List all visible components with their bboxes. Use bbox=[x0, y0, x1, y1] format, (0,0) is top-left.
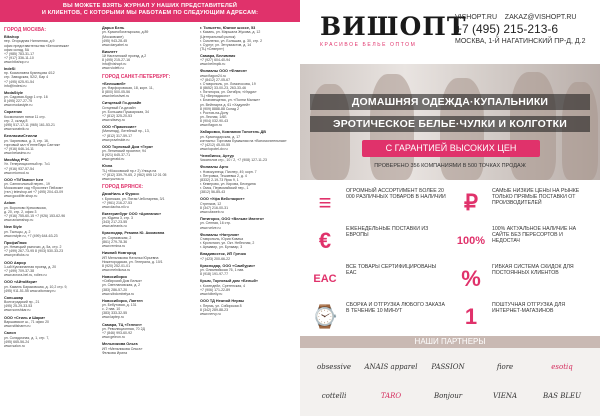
distributor-entry bbox=[4, 201, 98, 222]
distributor-details: г. Пермь, ул. Сибирская 8 8 (342) 289-88-23 www.nervy.ru bbox=[200, 303, 242, 316]
header-line-2: И КЛИЕНТОВ, С КОТОРЫМИ МЫ РАБОТАЕМ ПО СЛЕДУЮЩИМ АДРЕСАМ: bbox=[41, 9, 259, 16]
distributor-details: Ставрополь, Юрия Ковача г. Кропоткин, ул. Окт. Небесная, 2 г. Армавир, ул. Бульвар, 3 bbox=[200, 237, 255, 250]
distributors-column-3 bbox=[200, 26, 294, 414]
distributor-name: Новосибирск, Лаптеп bbox=[102, 298, 143, 303]
distributor-name: Виолетт bbox=[102, 49, 118, 54]
clock-icon: ⌚ bbox=[311, 304, 339, 329]
distributor-entry bbox=[200, 197, 294, 214]
distributor-details: +7 (927) 604-40-94 www.belimpik.ru bbox=[200, 58, 231, 67]
feature-text: САМЫЕ НИЗКИЕ ЦЕНЫ НА РЫНКЕ ТОЛЬКО ПРЯМЫЕ ПОСТАВКИ ОТ ПРОИЗВОДИТЕЛЕЙ bbox=[492, 188, 580, 207]
distributor-entry bbox=[4, 35, 98, 64]
distributor-name: Краснодар, ООО «Самбурис» bbox=[200, 263, 256, 268]
brand-logo: ANAIS apparel bbox=[364, 363, 418, 371]
distributor-entry bbox=[4, 280, 98, 293]
distributor-details: 1й Нагатинский проезд, д.2 8 (495) 215-27-16 info@vishopt.ru www.violett.ru bbox=[102, 54, 147, 71]
distributor-details: ул. Сормовская, 2 (861) 279-78-36 www.remina.ru bbox=[102, 235, 132, 249]
distributor-name: Ситцевый Ги-дизайн bbox=[102, 101, 142, 106]
hero-tagline: ПРОВЕРЕНО 356 КОМПАНИЯМИ В 500 ТОЧКАХ ПРОДАЖ bbox=[374, 163, 526, 169]
distributor-details: ул. Складочная, д. 1, стр. 7, (495) 665-56-24 www.salon.ru bbox=[4, 335, 50, 348]
distributor-name: Челябинск, Артур bbox=[200, 153, 234, 158]
distributor-details: ул. Бебутовая, д. 131 с. 2 пав. 10 (383) 333-32-55 www.laptep.ru bbox=[102, 303, 137, 320]
distributor-details: г. Кохендейл, Сретенская, 4 +7 (906) 171-22-89 www.tdbeliy.ru bbox=[200, 283, 246, 296]
distributor-details: 1-ый Кумчинанная проезд, д. 20 +7 (499) 709-37-38 www.avrora-bel.ru, rollex.ru bbox=[4, 264, 57, 278]
distributor-name: ООО «Пражеские» bbox=[102, 125, 137, 130]
email-link[interactable]: ZAKAZ@VISHOPT.RU bbox=[504, 14, 577, 21]
distributor-name: Крым, Торговый дом «Белый» bbox=[200, 279, 258, 284]
hero-headline-2: ЭРОТИЧЕСКОЕ БЕЛЬЕ·ЧУЛКИ И КОЛГОТКИ bbox=[310, 116, 590, 132]
distributor-name: ООО ТД Нежной Нервы bbox=[200, 299, 245, 304]
distributor-details: пр. Космонавта Кузнецова 4/12 стр. Заводская, 52/2, Бар 4 +7 (495) 625-91-54 info@indesi.ru bbox=[4, 71, 55, 88]
distributor-entry bbox=[4, 331, 98, 348]
distributor-details: г. Казань, ул. Маршала Жукова, д. 12 (Центральный рынок) г. Смоленск, ул. Большая, д. 30, стр. 2 г. Сургут, ул. Энтузиастов, д. 14 (ТЦ «Северн») bbox=[200, 30, 263, 51]
distributors-header bbox=[0, 0, 300, 22]
distributor-entry bbox=[200, 252, 294, 261]
guarantee-banner: С ГАРАНТИЕЙ ВЫСОКИХ ЦЕН bbox=[362, 140, 540, 157]
distributor-details: ул. Чаряновка, д. 3, стр. 16, торговый зал «ГеннеПарк Сантик» +7 (916) 646-14-11 www.belasimo.ru bbox=[4, 138, 61, 155]
ruble-icon: ₽ bbox=[464, 190, 478, 215]
distributor-name: ПрофиЛюкс bbox=[4, 240, 27, 245]
distributor-details: ул. Сенная, 16 стр. www.velve.ru bbox=[200, 221, 231, 230]
distributor-entry bbox=[4, 296, 98, 313]
feature-text: 100% АКТУАЛЬНОЕ НАЛИЧИЕ НА САЙТЕ БЕЗ ПЕРЕСОРТОВ И НЕДОСТАЧ bbox=[492, 226, 577, 245]
distributor-entry bbox=[102, 192, 196, 209]
euro-icon: € bbox=[318, 228, 332, 253]
distributor-entry bbox=[102, 231, 196, 248]
brand-logo: fiore bbox=[496, 363, 514, 371]
distributor-entry bbox=[4, 91, 98, 108]
distributor-details: ул. Вороново Крюковская, д. 20, стр. 2, офис 3 +7 (916) 755-60-15 +7 (926) 153-62-96 www.axiamshop.ru bbox=[4, 205, 66, 223]
distributor-details: Ситцевый Ги-дизайн ул. Большая Пушкарская, 34 +7 (812) 325-20-53 www.sitsevy.ru bbox=[102, 105, 149, 122]
distributor-entry bbox=[4, 225, 98, 238]
distributor-entry bbox=[200, 130, 294, 151]
distributor-details: Стрелков, 12 8 (347) 216-00-31 www.ufaweb.ru bbox=[200, 201, 229, 214]
header-line-1: ВЫ МОЖЕТЕ ВЗЯТЬ ЖУРНАЛ У НАШИХ ПРЕДСТАВИТЕЛЕЙ bbox=[62, 3, 238, 9]
logo-subtitle: КРАСИВОЕ БЕЛЬЕ ОПТОМ bbox=[320, 42, 417, 48]
distributor-entry bbox=[102, 251, 196, 272]
partners-title: НАШИ ПАРТНЕРЫ bbox=[300, 336, 600, 348]
brand-logo: VIENA bbox=[492, 392, 518, 400]
distributor-entry bbox=[4, 67, 98, 88]
partners-section bbox=[300, 338, 600, 416]
distributor-details: ИП Мельникова Наталья Юрьевна Нижегородская, ул. Генерала, д. 10/1 8 (920) 252-01-01 www.melnikova.ru bbox=[102, 255, 163, 272]
distributors-columns bbox=[4, 26, 296, 414]
distributor-entry bbox=[102, 212, 196, 229]
distributor-details: ул. Олимпийская 76, 1 пав. 8 (918) 191-97-77 bbox=[200, 268, 245, 277]
distributor-entry bbox=[102, 275, 196, 296]
distributors-column-1 bbox=[4, 26, 98, 414]
feature-item bbox=[310, 224, 450, 260]
distributor-details: Чикатилов стр., 10 / 2, +7 (908) 127-11-23 bbox=[200, 158, 267, 163]
distributor-entry bbox=[4, 110, 98, 131]
feature-item bbox=[310, 262, 450, 298]
distributor-name: ДачаНиль и Фуросс bbox=[102, 192, 140, 197]
distributor-name: МиоМод РЧС bbox=[4, 158, 29, 162]
distributor-entry bbox=[102, 299, 196, 320]
distributor-details: ул. Фарфоровская, 18, корп. 11, 8 (800) 500-05-56 www.beloshvei.ru bbox=[102, 85, 154, 99]
distributor-name: Владивосток, ИП Гречко bbox=[200, 252, 247, 257]
distributor-name: Пятигорск, ООО «Вельве Ивенто» bbox=[200, 217, 265, 222]
distributor-entry bbox=[4, 178, 98, 199]
distributor-details: +7 (423) 200-66-22 bbox=[200, 256, 231, 261]
distributor-entry bbox=[200, 154, 294, 163]
distributor-name: Краснодар, Ремина Ю. Акомовна bbox=[102, 231, 165, 236]
brand-logo: TARO bbox=[380, 392, 402, 400]
distributor-details: ул. Тыльцы, д. 2 www.nstyle.ru, +7 (499) 644-63-23 bbox=[4, 229, 58, 238]
distributor-name: ModaStyle bbox=[4, 90, 23, 95]
distributor-entry bbox=[4, 261, 98, 278]
distributor-name: Самара, Белимпик bbox=[200, 53, 236, 58]
distributor-details: ул. Садовая-Кудр 1 стр. 16 8 (495) 227-27-75 www.modastyle.ru bbox=[4, 95, 48, 108]
distributor-name: Екатеринбург ООО «Арлеанис» bbox=[102, 211, 162, 216]
distributor-name: Филиалы ООО «Флагон» bbox=[200, 69, 248, 74]
feature-text: ПОШТУЧНАЯ ОТГРУЗКА ДЛЯ ИНТЕРНЕТ-МАГАЗИНОВ bbox=[492, 302, 566, 315]
distributor-details: ТЦ «Московский пр-т 2) Улица на +7 (812) 339-79-65, 2 (962) 695 12 01 05 www.yuzna.ru bbox=[102, 168, 167, 181]
distributor-name: ООО «ТИТамио» Ьел bbox=[4, 177, 44, 182]
feature-text: ГИБКАЯ СИСТЕМА СКИДОК ДЛЯ ПОСТОЯННЫХ КЛИЕНТОВ bbox=[492, 264, 574, 277]
distributor-name: Хабаровск, Компания Топотель ДВ bbox=[200, 130, 266, 135]
brand-logo: PASSION bbox=[431, 363, 465, 371]
distributor-name: ООО Торговый Дом «Гера» bbox=[102, 144, 154, 149]
distributor-entry bbox=[102, 26, 196, 47]
distributors-column-2 bbox=[102, 26, 196, 414]
brand-logo: Bonjour bbox=[433, 392, 463, 400]
hero-banner bbox=[300, 64, 600, 180]
distributor-details: пер. Огородная Ниглинная, д.9 офис представительства «Белоснежка» офис склад, 5А +7 (985) 783-31-17 +7 (917) 336-11-10 www.bikshop.ru bbox=[4, 39, 70, 64]
distributor-entry bbox=[102, 125, 196, 142]
feature-text: ВСЕ ТОВАРЫ СЕРТИФИЦИРОВАНЫ ЕАС bbox=[346, 264, 437, 277]
distributor-entry bbox=[102, 323, 196, 340]
distributor-entry bbox=[102, 50, 196, 71]
distributor-entry bbox=[200, 233, 294, 250]
distributor-name: New Style bbox=[4, 225, 22, 230]
contacts-block bbox=[455, 14, 590, 45]
distributor-name: ООО «Стиль и Шарм» bbox=[4, 315, 46, 320]
distributor-details: ул. Ленинский проспект, 94 8 (921) 645-37-71 www.geratd.ru bbox=[102, 149, 146, 162]
feature-item bbox=[456, 300, 596, 336]
logo-text: ВИШОПТ bbox=[320, 12, 467, 41]
city-heading: ГОРОД БРЯНСК: bbox=[102, 184, 144, 191]
percent-icon: % bbox=[461, 266, 481, 291]
distributor-details: ул. Камиль Бараковская, д. 10,2 стр. 9, (495) 911-51-55 www.aitomary.ru bbox=[4, 284, 68, 293]
distributor-entry bbox=[200, 54, 294, 67]
distributor-name: БелласимСтилли bbox=[4, 134, 38, 139]
distributor-entry bbox=[102, 164, 196, 181]
distributor-details: ул. Немецкий рыночки, д. 5а, стр. 2 +7 (499) 267-73-95 8 (903) 530-33-23 www.profiuks.ru bbox=[4, 245, 64, 258]
percent-100-icon: 100% bbox=[456, 235, 486, 247]
feature-text: ОГРОМНЫЙ АССОРТИМЕНТ БОЛЕЕ 20 000 РАЗЛИЧНЫХ ТОВАРОВ В НАЛИЧИИ bbox=[346, 188, 446, 201]
city-heading: ГОРОД МОСКВА: bbox=[4, 27, 47, 33]
stack-icon: ≡ bbox=[318, 190, 332, 215]
distributor-entry bbox=[102, 342, 196, 355]
feature-item bbox=[456, 186, 596, 222]
distributor-details: www.flagon24.ru +7 (8412) 27-05-67 г. Ставрополь, ул. Ломоносова, 19 8 (8652) 33-00-23, 263-33-46 г. Пятигорск, ул. Октября, «Индра» ТЦ «Вернадского» г. Благовещенск, ул. «Полни Малые» ул. Вейнгарта д. 61 «Хадулей» 8 (909) 8888-88 Склад 2 г. Ростов-на-Дону ул. Лесная, 1/6Б 8 (904) 032-90-43 www.flagon.ru bbox=[200, 73, 261, 127]
distributor-name: ООО Аврор bbox=[4, 260, 26, 265]
brand-logo: obsessive bbox=[317, 363, 351, 371]
eac-icon: EAC bbox=[313, 273, 337, 285]
distributor-name: Новосибирск bbox=[102, 274, 128, 279]
brand-logo: BAS BLEU bbox=[542, 392, 582, 400]
distributor-entry bbox=[200, 299, 294, 316]
distributor-entry bbox=[4, 134, 98, 155]
distributor-details: ИП «Мельникова Ольга» Фелкова Ирина bbox=[102, 346, 143, 355]
advert-page bbox=[300, 0, 600, 416]
distributor-name: Дарья Бель bbox=[102, 26, 125, 30]
distributor-entry bbox=[102, 82, 196, 99]
hero-headline-1: ДОМАШНЯЯ ОДЕЖДА·КУПАЛЬНИКИ bbox=[310, 94, 590, 110]
feature-item bbox=[456, 262, 596, 298]
distributor-entry bbox=[4, 241, 98, 258]
address-text: МОСКВА, 1-Й НАГАТИНСКИЙ ПР-Д, Д.2 bbox=[455, 38, 586, 45]
distributor-entry bbox=[200, 26, 294, 51]
feature-item bbox=[456, 224, 596, 260]
distributor-name: Соньшкар bbox=[4, 295, 24, 300]
distributor-details: ул. Юдина 3, стр. 3 (343) 217-23-55 www.arleanis.ru bbox=[102, 216, 133, 229]
brand-logo: cottelli bbox=[321, 392, 347, 400]
distributor-name: Юзна bbox=[102, 164, 113, 169]
phone-number[interactable]: +7 (495) 215-213-6 bbox=[455, 22, 559, 36]
distributor-details: г. Новокузнецк, Пионер, 49, корп. 7 г. Петровка, Тешиевка 2, д. 4 (8332) 2-19-73 Ярск 9, 1 г. Кемерово, ул. Кирова, Беседина г. Омск, Первомайский пер., 1 (3812) 56-85-43 bbox=[200, 169, 257, 195]
distributor-details: Варшавское ш., 71 офис 20 www.stilsharm.ru bbox=[4, 319, 49, 328]
distributor-name: Филиалы Арто bbox=[200, 165, 229, 170]
distributor-details: ул. Сангигольный перех., 19 Московские сад «Проспект Пейзом» (тел.) teleshop.art +7 (495) 204-43-09 www.goodlife.shop.ru bbox=[4, 182, 64, 199]
distributor-name: Axiam bbox=[4, 201, 16, 206]
feature-text: ЕЖЕНЕДЕЛЬНЫЕ ПОСТАВКИ ИЗ ЕВРОПЫ bbox=[346, 226, 429, 239]
brand-logos bbox=[306, 354, 594, 414]
distributor-entry bbox=[200, 279, 294, 296]
feature-text: СБОРКА И ОТГРУЗКА ЛЮБОГО ЗАКАЗА В ТЕЧЕНИЕ 10 МИНУТ bbox=[346, 302, 445, 315]
distributor-entry bbox=[200, 165, 294, 194]
distributor-name: Нижний Новгород bbox=[102, 251, 137, 256]
distributor-name: ООО «АйтоМэри» bbox=[4, 280, 38, 285]
distributor-entry bbox=[4, 158, 98, 175]
distributor-name: г. Тольятти, Южное шоссе, 53 bbox=[200, 26, 256, 30]
distributor-details: ул. Краснобогатырская, д.89 (Московские) (495) 943-28-45 www.daryabel.ru bbox=[102, 30, 149, 47]
distributor-entry bbox=[200, 264, 294, 277]
feature-item bbox=[310, 186, 450, 222]
brand-logo: esotiq bbox=[551, 363, 573, 371]
one-icon: 1 bbox=[464, 304, 478, 329]
distributor-details: Волгоградский пр., 21 (495) 25-29-33-53 www.sonshkar.ru bbox=[4, 300, 40, 313]
distributor-name: Мельникова Ольга bbox=[102, 342, 138, 347]
vishopt-logo bbox=[320, 12, 466, 48]
distributor-entry bbox=[102, 145, 196, 162]
distributor-entry bbox=[200, 69, 294, 127]
distributor-details: ул. Краснодарская, д. 17 контакты: Торговая Бумажная на «Вспомогательная» +7 (4212) 45-00-55 www.topotel-dv.ru bbox=[200, 134, 287, 151]
city-heading: ГОРОД САНКТ-ПЕТЕРБУРГ: bbox=[102, 73, 171, 80]
distributor-entry bbox=[200, 217, 294, 230]
distributor-details: г. Брянская, ул. Пятая Чеботарева, 3/1 +7 (961) 216-27-53 www.dacha-nil.ru bbox=[102, 196, 165, 209]
distributor-name: «Белошвей» bbox=[102, 81, 126, 86]
website-link[interactable]: VISHOPT.RU bbox=[455, 14, 498, 21]
features-grid bbox=[310, 186, 595, 338]
distributor-name: Салон bbox=[4, 331, 16, 336]
distributor-entry bbox=[4, 316, 98, 329]
distributor-details: Космоналин пятки 11 стр. стр. 2, склад 8 (495) 517-17-11 (965) 161-53-21 www.soratnik.ru bbox=[4, 114, 55, 132]
distributor-name: IndeSi bbox=[4, 66, 16, 71]
distributor-details: ул. Революционная, 70 2Д +7 (846) 993-60-92 www.geleon.ru bbox=[102, 326, 145, 340]
distributor-name: Самара, ТЦ «Гелеон» bbox=[102, 322, 142, 327]
distributor-name: Bikshop bbox=[4, 35, 19, 39]
distributor-details: (Минипад), Литейный пр., 13, +7 (812) 317-59-17 www.prazhskie.ru bbox=[102, 129, 150, 142]
distributor-entry bbox=[102, 101, 196, 122]
distributor-name: Соратник bbox=[4, 110, 22, 115]
distributor-details: Ул. Генерлиционный пр. 7c1 +7 (916) 937-57-54 www.miomod.ru bbox=[4, 162, 50, 175]
feature-item bbox=[310, 300, 450, 336]
distributor-details: «Сибирский Дом Белья» ул. Светлановская, д. 2 (383) 286-57-20 www.sibdombelya.ru bbox=[102, 279, 143, 296]
distributor-name: ООО «Уфа Вебстакрит» bbox=[200, 197, 245, 202]
distributor-name: Филиалы «Натулия» bbox=[200, 232, 240, 237]
